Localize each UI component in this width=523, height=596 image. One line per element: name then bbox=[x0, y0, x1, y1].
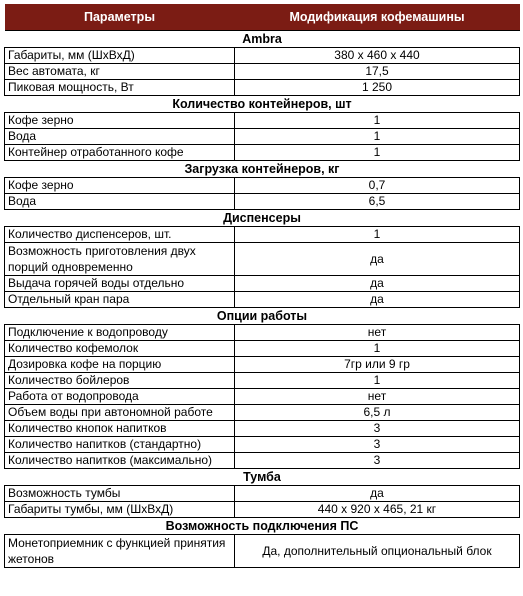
param-value: да bbox=[235, 243, 520, 276]
table-row bbox=[5, 341, 520, 357]
param-name: Объем воды при автономной работе bbox=[5, 405, 235, 421]
param-value: да bbox=[235, 276, 520, 292]
param-value: 6,5 л bbox=[235, 405, 520, 421]
section-title: Тумба bbox=[5, 469, 520, 486]
header-row bbox=[5, 4, 520, 31]
param-value: 1 250 bbox=[235, 80, 520, 96]
section-title: Ambra bbox=[5, 31, 520, 48]
param-value: 7гр или 9 гр bbox=[235, 357, 520, 373]
param-value: 1 bbox=[235, 129, 520, 145]
table-row bbox=[5, 502, 520, 518]
param-name: Подключение к водопроводу bbox=[5, 325, 235, 341]
table-body bbox=[5, 31, 520, 568]
param-name: Контейнер отработанного кофе bbox=[5, 145, 235, 161]
param-name: Количество кофемолок bbox=[5, 341, 235, 357]
param-name: Дозировка кофе на порцию bbox=[5, 357, 235, 373]
param-value: 380 х 460 х 440 bbox=[235, 48, 520, 64]
table-row bbox=[5, 453, 520, 469]
table-row bbox=[5, 437, 520, 453]
section-row bbox=[5, 96, 520, 113]
param-name: Количество кнопок напитков bbox=[5, 421, 235, 437]
param-value: да bbox=[235, 292, 520, 308]
section-row bbox=[5, 161, 520, 178]
section-title: Загрузка контейнеров, кг bbox=[5, 161, 520, 178]
param-value: да bbox=[235, 486, 520, 502]
param-value: 3 bbox=[235, 421, 520, 437]
param-name: Выдача горячей воды отдельно bbox=[5, 276, 235, 292]
param-name: Вода bbox=[5, 129, 235, 145]
table-row bbox=[5, 357, 520, 373]
table-row bbox=[5, 373, 520, 389]
section-row bbox=[5, 210, 520, 227]
param-name: Количество бойлеров bbox=[5, 373, 235, 389]
param-name: Габариты, мм (ШхВхД) bbox=[5, 48, 235, 64]
param-value: 0,7 bbox=[235, 178, 520, 194]
param-name: Возможность приготовления двух порций одновременно bbox=[5, 243, 235, 276]
table-row bbox=[5, 113, 520, 129]
param-name: Пиковая мощность, Вт bbox=[5, 80, 235, 96]
param-name: Отдельный кран пара bbox=[5, 292, 235, 308]
section-title: Диспенсеры bbox=[5, 210, 520, 227]
spec-table-container bbox=[4, 4, 519, 568]
param-name: Кофе зерно bbox=[5, 178, 235, 194]
table-row bbox=[5, 80, 520, 96]
param-name: Работа от водопровода bbox=[5, 389, 235, 405]
param-name: Вес автомата, кг bbox=[5, 64, 235, 80]
param-value: Да, дополнительный опциональный блок bbox=[235, 535, 520, 568]
table-row bbox=[5, 421, 520, 437]
table-row bbox=[5, 178, 520, 194]
table-row bbox=[5, 243, 520, 276]
header-model: Модификация кофемашины bbox=[235, 4, 520, 31]
param-value: 1 bbox=[235, 341, 520, 357]
section-row bbox=[5, 518, 520, 535]
table-row bbox=[5, 48, 520, 64]
param-value: 17,5 bbox=[235, 64, 520, 80]
table-header bbox=[5, 4, 520, 31]
param-value: 3 bbox=[235, 453, 520, 469]
param-name: Количество диспенсеров, шт. bbox=[5, 227, 235, 243]
table-row bbox=[5, 227, 520, 243]
param-name: Вода bbox=[5, 194, 235, 210]
table-row bbox=[5, 535, 520, 568]
section-row bbox=[5, 469, 520, 486]
param-value: нет bbox=[235, 389, 520, 405]
section-title: Возможность подключения ПС bbox=[5, 518, 520, 535]
param-value: нет bbox=[235, 325, 520, 341]
param-value: 1 bbox=[235, 145, 520, 161]
table-row bbox=[5, 405, 520, 421]
param-name: Монетоприемник с функцией принятия жетонов bbox=[5, 535, 235, 568]
section-row bbox=[5, 308, 520, 325]
param-value: 6,5 bbox=[235, 194, 520, 210]
table-row bbox=[5, 486, 520, 502]
param-value: 1 bbox=[235, 113, 520, 129]
param-name: Количество напитков (стандартно) bbox=[5, 437, 235, 453]
param-name: Кофе зерно bbox=[5, 113, 235, 129]
table-row bbox=[5, 325, 520, 341]
param-name: Количество напитков (максимально) bbox=[5, 453, 235, 469]
param-value: 440 х 920 х 465, 21 кг bbox=[235, 502, 520, 518]
table-row bbox=[5, 389, 520, 405]
table-row bbox=[5, 64, 520, 80]
table-row bbox=[5, 292, 520, 308]
table-row bbox=[5, 194, 520, 210]
param-value: 3 bbox=[235, 437, 520, 453]
section-title: Опции работы bbox=[5, 308, 520, 325]
param-value: 1 bbox=[235, 227, 520, 243]
section-title: Количество контейнеров, шт bbox=[5, 96, 520, 113]
table-row bbox=[5, 129, 520, 145]
header-params: Параметры bbox=[5, 4, 235, 31]
table-row bbox=[5, 145, 520, 161]
param-value: 1 bbox=[235, 373, 520, 389]
param-name: Габариты тумбы, мм (ШхВхД) bbox=[5, 502, 235, 518]
param-name: Возможность тумбы bbox=[5, 486, 235, 502]
table-row bbox=[5, 276, 520, 292]
section-row bbox=[5, 31, 520, 48]
spec-table bbox=[4, 4, 520, 568]
